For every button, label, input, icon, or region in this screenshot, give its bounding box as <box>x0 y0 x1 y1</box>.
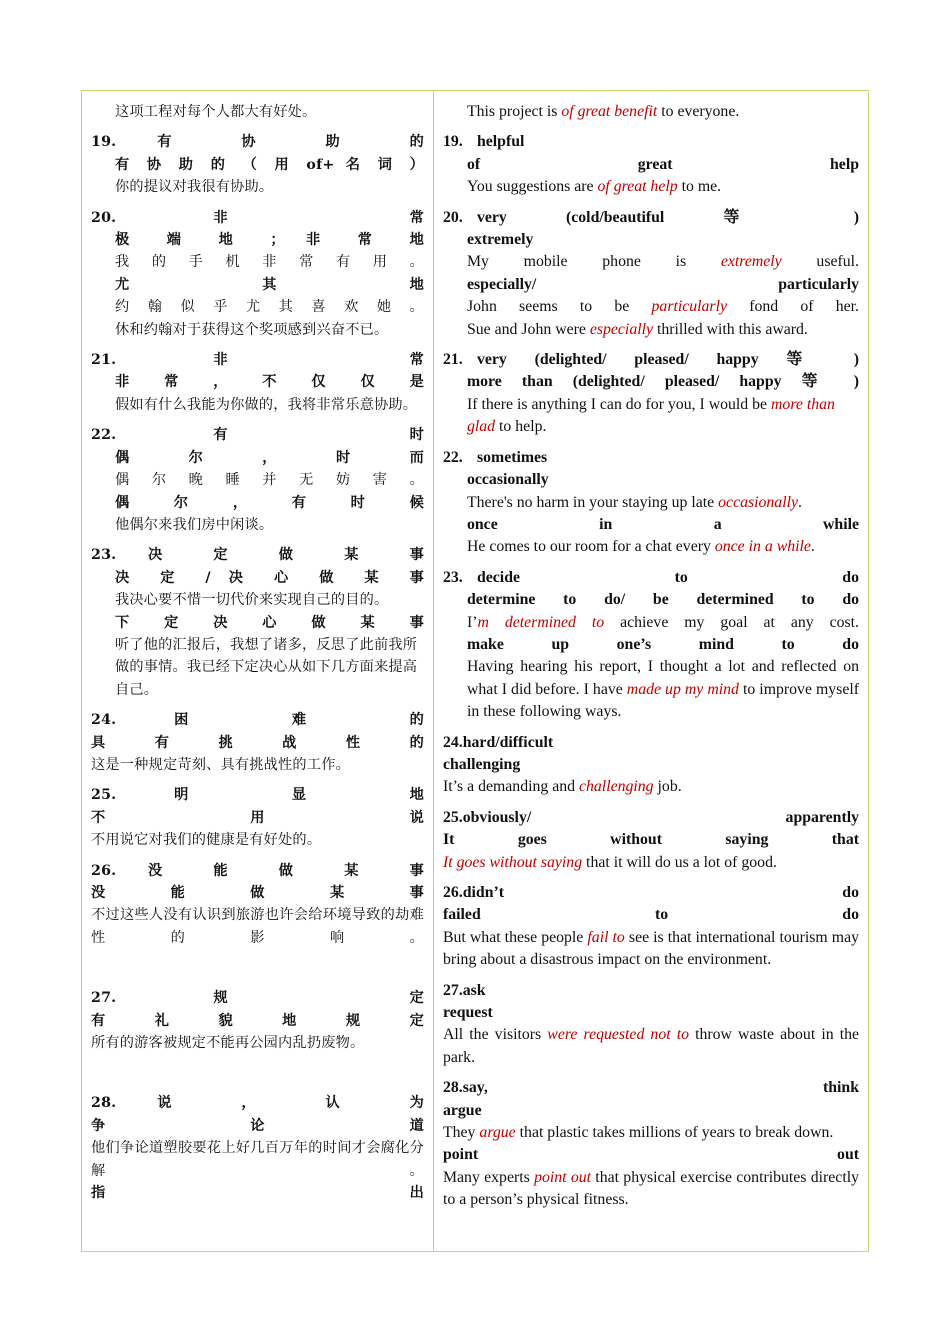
entry-example: 休和约翰对于获得这个奖项感到兴奋不已。 <box>115 321 389 338</box>
entry-sub: challenging <box>443 755 521 773</box>
entry-example: 假如有什么我能为你做的，我将非常乐意协助。 <box>115 396 418 413</box>
entry-head: 26.didn’t do <box>443 884 859 901</box>
entry-head: 明 显 地 <box>125 787 424 804</box>
entry-27-en <box>443 980 859 1070</box>
entry-sub: 非 常 ， 不 仅 仅 是 <box>115 374 424 391</box>
entry-example: They argue that plastic takes millions of years to break down. <box>443 1124 834 1142</box>
entry-example: My mobile phone is extremely useful. <box>467 253 859 271</box>
entry-sub: 有 礼 貌 地 规 定 <box>91 1012 424 1029</box>
entry-sub: 争 论 道 <box>91 1117 424 1134</box>
entry-head: 困 难 的 <box>125 712 424 729</box>
entry-example: 我决心要不惜一切代价来实现自己的目的。 <box>115 592 389 609</box>
entry-example: I’m determined to achieve my goal at any cost. <box>467 613 859 631</box>
entry-sub: extremely <box>467 231 534 249</box>
entry-19-cn: 19. 有 协 助 的 有 协 助 的 （ 用 of+ 名 词 ） 你的提议对我很有协助。 <box>91 131 424 198</box>
entry-head: sometimes <box>477 448 548 466</box>
entry-example: 听了他的汇报后，我想了诸多，反思了此前我所做的事情。我已经下定决心从如下几方面来提高自己。 <box>115 636 418 698</box>
entry-24-cn: 24. 困 难 的 具 有 挑 战 性 的 这是一种规定苛刻、具有挑战性的工作。 <box>91 709 424 776</box>
entry-sub: especially/ particularly <box>467 275 859 293</box>
entry-24-en <box>443 732 859 799</box>
entry-sub: 极 端 地 ； 非 常 地 <box>115 232 424 249</box>
entry-example: Having hearing his report, I thought a lot and reflected on what I did before. I have made up my mind to improve myself in these following ways. <box>467 658 859 721</box>
entry-25-cn: 25. 明 显 地 不 用 说 不用说它对我们的健康是有好处的。 <box>91 784 424 851</box>
entry-22-en: 22. sometimes occasionally There's no harm in your staying up late occasionally. once in a while He comes to our room for a chat every once in a while. <box>443 447 859 559</box>
entry-sub: 没 能 做 某 事 <box>91 885 424 901</box>
entry-26-cn: 26. 没 能 做 某 事 没 能 做 某 事 不过这些人没有认识到旅游也许会给环境导致的劫难性的影响。 <box>91 860 424 950</box>
entry-example: If there is anything I can do for you, I would be more than glad to help. <box>467 395 835 436</box>
entry-sub: 具 有 挑 战 性 的 <box>91 734 424 751</box>
entry-example: It’s a demanding and challenging job. <box>443 778 682 796</box>
entry-sub: more than (delighted/ pleased/ happy 等 ) <box>467 373 859 391</box>
entry-28-en <box>443 1077 859 1211</box>
entry-22-cn: 22. 有 时 偶 尔 ， 时 而 偶 尔 晚 睡 并 无 妨 害 。 偶 尔 ， 有 时 候 他偶尔来我们房中闲谈。 <box>91 424 424 536</box>
entry-example: But what these people fail to see is that international tourism may bring about a disastrous impact on the environment. <box>443 928 859 969</box>
entry-head: 没 能 做 某 事 <box>125 862 424 879</box>
entry-example: 偶 尔 晚 睡 并 无 妨 害 。 <box>115 472 424 489</box>
entry-example: He comes to our room for a chat every once in a while. <box>467 538 815 556</box>
entry-example: 这是一种规定苛刻、具有挑战性的工作。 <box>91 756 350 773</box>
entry-example: 我 的 手 机 非 常 有 用 。 <box>115 254 424 271</box>
entry-sub: of great help <box>467 155 859 173</box>
entry-example: 不过这些人没有认识到旅游也许会给环境导致的劫难性的影响。 <box>91 907 424 946</box>
entry-head: 有 协 助 的 <box>125 134 424 151</box>
entry-example: There's no harm in your staying up late occasionally. <box>467 493 802 511</box>
entry-head: 27.ask <box>443 981 486 999</box>
english-column <box>443 101 859 1220</box>
entry-sub: failed to do <box>443 906 859 924</box>
entry-sub: make up one’s mind to do <box>467 635 859 653</box>
entry-sub: 偶 尔 ， 时 而 <box>115 449 424 466</box>
entry-28-cn: 28. 说 ， 认 为 争 论 道 他们争论道塑胶要花上好几百万年的时间才会腐化分解。 指 出 <box>91 1092 424 1204</box>
entry-example: John seems to be particularly fond of her. <box>467 298 859 316</box>
entry-example: 约 翰 似 乎 尤 其 喜 欢 她 。 <box>115 299 424 316</box>
entry-20-cn: 20. 非 常 极 端 地 ； 非 常 地 我 的 手 机 非 常 有 用 。 尤 其 地 约 翰 似 乎 尤 其 喜 欢 她 。 休和约翰对于获得这个奖项感到兴奋不已。 <box>91 207 424 341</box>
entry-sub: request <box>443 1004 493 1022</box>
entry-21-cn: 21. 非 常 非 常 ， 不 仅 仅 是 假如有什么我能为你做的，我将非常乐意协助。 <box>91 349 424 416</box>
entry-sub: 下 定 决 心 做 某 事 <box>115 614 424 631</box>
entry-20-en: 20. very (cold/beautiful 等 ) extremely My mobile phone is extremely useful. especially/ particularly John seems to be particularly fond of her. Sue and John were especially thrilled with this award. <box>443 207 859 341</box>
top-line-cn: 这项工程对每个人都大有好处。 <box>115 104 317 120</box>
entry-head: decide to do <box>477 568 859 586</box>
entry-19-en: 19. helpful of great help You suggestions are of great help to me. <box>443 131 859 198</box>
entry-head: helpful <box>477 133 525 151</box>
entry-head: 规 定 <box>125 990 424 1007</box>
entry-head: 24.hard/difficult <box>443 733 554 751</box>
entry-example: It goes without saying that it will do us a lot of good. <box>443 853 777 871</box>
entry-sub: point out <box>443 1146 859 1164</box>
entry-example: 他偶尔来我们房中闲谈。 <box>115 516 274 533</box>
entry-sub: 尤 其 地 <box>115 276 424 293</box>
entry-head: 28.say, think <box>443 1079 859 1097</box>
entry-head: 说 ， 认 为 <box>125 1095 424 1112</box>
entry-sub: It goes without saying that <box>443 831 859 849</box>
entry-sub: 不 用 说 <box>91 809 424 826</box>
entry-sub: 有 协 助 的 （ 用 of+ 名 词 ） <box>115 156 424 173</box>
entry-sub: once in a while <box>467 515 859 533</box>
entry-25-en <box>443 807 859 874</box>
entry-27-cn: 27. 规 定 有 礼 貌 地 规 定 所有的游客被规定不能再公园内乱扔废物。 <box>91 987 424 1054</box>
entry-sub: determine to do/ be determined to do <box>467 591 859 609</box>
entry-example: You suggestions are of great help to me. <box>467 178 722 196</box>
entry-example: All the visitors were requested not to throw waste about in the park. <box>443 1026 859 1066</box>
entry-21-en: 21. very (delighted/ pleased/ happy 等 ) more than (delighted/ pleased/ happy 等 ) If there is anything I can do for you, I would be more than glad to help. <box>443 349 859 439</box>
entry-example: 所有的游客被规定不能再公园内乱扔废物。 <box>91 1035 365 1052</box>
entry-example: 他们争论道塑胶要花上好几百万年的时间才会腐化分解。 <box>91 1140 424 1179</box>
column-divider <box>433 91 434 1251</box>
entry-example: 你的提议对我很有协助。 <box>115 179 274 196</box>
entry-23-cn: 23. 决 定 做 某 事 决 定 / 决 心 做 某 事 我决心要不惜一切代价来实现自己的目的。 下 定 决 心 做 某 事 听了他的汇报后，我想了诸多，反思了此前我所做的事情。我已经下定决心从如下几方面来提高自己。 <box>91 544 424 701</box>
entry-head: 非 常 <box>125 209 424 226</box>
entry-sub: 指 出 <box>91 1185 424 1202</box>
entry-head: 有 时 <box>125 427 424 444</box>
entry-sub: occasionally <box>467 471 549 489</box>
entry-sub: argue <box>443 1101 482 1119</box>
entry-head: 非 常 <box>125 352 424 369</box>
vocabulary-table <box>81 90 869 1252</box>
entry-example: 不用说它对我们的健康是有好处的。 <box>91 832 322 849</box>
entry-head: 决 定 做 某 事 <box>125 547 424 564</box>
entry-head: very (delighted/ pleased/ happy 等 ) <box>477 351 859 369</box>
entry-example: Sue and John were especially thrilled with this award. <box>467 320 808 338</box>
entry-23-en: 23. decide to do determine to do/ be determined to do I’m determined to achieve my goal at any cost. make up one’s mind to do Having hearing his report, I thought a lot and reflected on what I did before. I have made up my mind to improve myself in these following ways. <box>443 567 859 724</box>
entry-example: Many experts point out that physical exercise contributes directly to a person’s physical fitness. <box>443 1168 859 1209</box>
entry-sub: 偶 尔 ， 有 时 候 <box>115 494 424 511</box>
entry-26-en <box>443 882 859 972</box>
top-line-en: This project is of great benefit to everyone. <box>467 103 740 120</box>
entry-head: very (cold/beautiful 等 ) <box>477 208 859 226</box>
entry-sub: 决 定 / 决 心 做 某 事 <box>115 569 424 586</box>
entry-head: 25.obviously/ apparently <box>443 808 859 826</box>
chinese-column <box>91 101 424 1212</box>
